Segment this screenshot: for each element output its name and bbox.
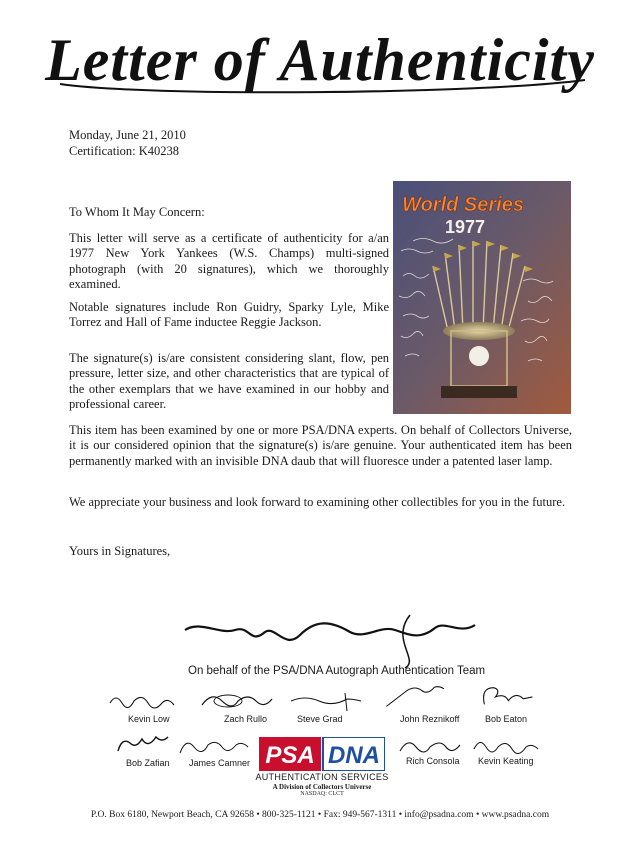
signer-name: Kevin Keating [478, 756, 534, 766]
salutation: To Whom It May Concern: [69, 205, 205, 219]
signature-steve-grad [285, 689, 367, 713]
signer-name: John Reznikoff [400, 714, 460, 724]
team-line: On behalf of the PSA/DNA Autograph Authentication Team [188, 665, 486, 677]
closing: Yours in Signatures, [69, 544, 171, 558]
paragraph-consistency: The signature(s) is/are consistent considering slant, flow, pen pressure, letter size, and other characteristics that are typical of the other exemplars that we have examined in our hobby and professional career. [69, 351, 389, 412]
signer-name: Kevin Low [128, 714, 170, 724]
signature-james-camner [176, 733, 258, 757]
signer-name: Rich Consola [406, 756, 460, 766]
letter-header [69, 127, 186, 159]
signature-kevin-low [106, 689, 188, 713]
signer-name: Bob Eaton [485, 714, 528, 724]
paragraph-notable-signatures: Notable signatures include Ron Guidry, Sparky Lyle, Mike Torrez and Hall of Fame inductee Reggie Jackson. [69, 300, 389, 330]
psa-dna-logo [259, 737, 385, 771]
letter-title [0, 22, 640, 100]
signature-john-reznikoff [375, 684, 457, 708]
signature-kevin-keating [468, 733, 550, 757]
paragraph-appreciation: We appreciate your business and look forward to examining other collectibles for you in the future. [69, 495, 566, 509]
main-signature [180, 610, 480, 670]
certification-number: Certification: K40238 [69, 144, 180, 158]
signer-name: Bob Zafian [126, 758, 170, 768]
division-line: A Division of Collectors Universe [272, 783, 372, 791]
nasdaq-line: NASDAQ: CLCT [300, 791, 344, 797]
logo-dna: DNA [328, 742, 380, 769]
svg-text:Letter of Authenticity: Letter of Authenticity [45, 27, 595, 93]
photo-heading: World Series [402, 194, 524, 216]
signer-name: James Camner [189, 758, 251, 768]
paragraph-examination: This item has been examined by one or more PSA/DNA experts. On behalf of Collectors Universe, it is our considered opinion that the signature(s) is/are genuine. Your authenticated item has been permanently marked with an invisible DNA daub that will fluoresce under a patented laser lamp. [69, 423, 572, 468]
signer-name: Zach Rullo [224, 714, 268, 724]
photo-year: 1977 [444, 217, 486, 237]
signature-zach-rullo [198, 689, 280, 713]
footer-contact: P.O. Box 6180, Newport Beach, CA 92658 • 800-325-1121 • Fax: 949-567-1311 • info@psadna.com • www.psadna.com [90, 810, 550, 820]
signature-rich-consola [396, 733, 478, 757]
item-photo [393, 181, 571, 414]
letter-date: Monday, June 21, 2010 [69, 128, 186, 142]
logo-psa: PSA [265, 742, 315, 769]
authentication-services: AUTHENTICATION SERVICES [255, 772, 389, 782]
signature-bob-eaton [472, 684, 554, 708]
paragraph-certificate: This letter will serve as a certificate of authenticity for a/an 1977 New York Yankees (W.S. Champs) multi-signed photograph (with 20 signatures), which we thoroughly examined. [69, 231, 389, 292]
signer-name: Steve Grad [297, 714, 343, 724]
